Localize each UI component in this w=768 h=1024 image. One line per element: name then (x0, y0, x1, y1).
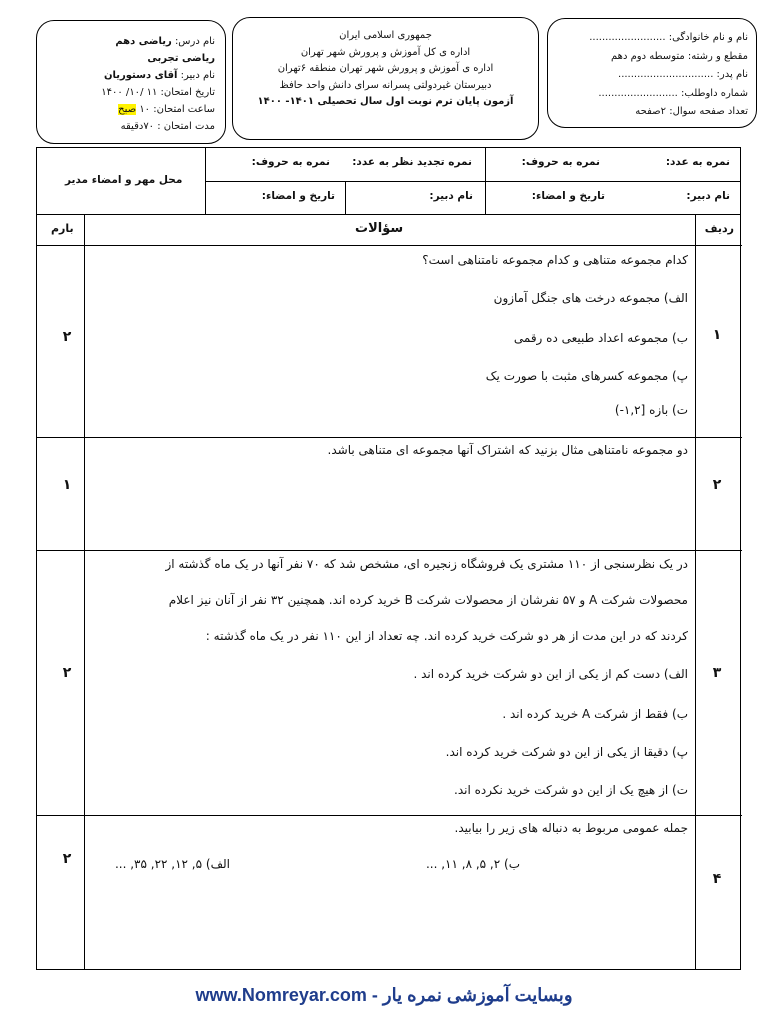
question-score: ۱ (62, 477, 72, 493)
student-info-box (547, 18, 757, 128)
score-words-label: نمره به حروف: (521, 156, 600, 168)
question-3-option-c: پ) دقیقا از یکی از این دو شرکت خرید کرده اند. (445, 745, 688, 759)
revisor-sign-label: تاریخ و امضاء: (261, 190, 335, 202)
question-score: ۲ (62, 329, 72, 345)
student-grade-field: مقطع و رشته: متوسطه دوم دهم (611, 50, 748, 62)
teacher-label: نام دبیر: (180, 70, 215, 81)
revisor-name-label: نام دبیر: (429, 190, 473, 202)
website-footer: www.Nomreyar.com - وبسایت آموزشی نمره یار (195, 985, 573, 1005)
question-number: ۳ (712, 665, 722, 681)
track-value: ریاضی تجربی (147, 53, 215, 64)
teacher-row (47, 67, 215, 84)
question-1-line-1: کدام مجموعه متناهی و کدام مجموعه نامتناهی است؟ (422, 253, 688, 267)
question-4-line-1: جمله عمومی مربوط به دنباله های زیر را بیابید. (454, 821, 688, 835)
education-office-title: اداره ی کل آموزش و پرورش شهر تهران (300, 46, 471, 58)
question-1-option-c: پ) مجموعه کسرهای مثبت با صورت یک (485, 369, 688, 383)
question-3-line-2: محصولات شرکت A و ۵۷ نفرشان از محصولات شرکت B خرید کرده اند. همچنین ۳۲ نفر از آنان نیز اعلام (168, 593, 688, 607)
question-3-option-d: ت) از هیچ یک از این دو شرکت خرید نکرده اند. (454, 783, 688, 797)
question-3-line-1: در یک نظرسنجی از ۱۱۰ مشتری یک فروشگاه زنجیره ای، مشخص شد که ۷۰ نفر آنها در یک ماه گذشته از (165, 557, 688, 571)
district-title: اداره ی آموزش و پرورش شهر تهران منطقه ۶تهران (277, 63, 494, 74)
principal-stamp-label: محل مهر و امضاء مدیر (65, 174, 183, 186)
question-3-line-3: کردند که در این مدت از هر دو شرکت خرید کرده اند. چه تعداد از این ۱۱۰ نفر در یک ماه گذشته : (205, 629, 688, 643)
exam-info-box (36, 20, 226, 144)
question-4-sequence-a: الف) ۵, ۱۲, ۲۲, ۳۵, ... (114, 857, 230, 871)
question-4-sequence-b: ب) ۲, ۵, ۸, ۱۱, ... (425, 857, 520, 871)
subject-row (47, 33, 215, 50)
time-highlight: صبح (118, 104, 137, 115)
subject-label: نام درس: (174, 36, 215, 47)
republic-title: جمهوری اسلامی ایران (339, 30, 432, 41)
teacher-sign-label: تاریخ و امضاء: (531, 190, 605, 202)
seat-number-field: شماره داوطلب: ......................... (598, 87, 748, 99)
school-name: دبیرستان غیردولتی پسرانه سرای دانش واحد حافظ (279, 79, 492, 91)
questions-table (36, 215, 741, 970)
question-1-option-a: الف) مجموعه درخت های جنگل آمازون (493, 291, 688, 305)
question-number: ۲ (712, 477, 722, 493)
teacher-name-label: نام دبیر: (686, 190, 730, 202)
father-name-field: نام پدر: .............................. (618, 69, 748, 80)
time-row (47, 101, 215, 118)
questions-header: سؤالات (355, 221, 404, 236)
revised-words-label: نمره به حروف: (251, 156, 330, 168)
question-score: ۲ (62, 851, 72, 867)
question-1-option-d: ت) بازه [۱,۲-) (614, 403, 688, 417)
subject-value: ریاضی دهم (115, 36, 172, 47)
page-count-field: تعداد صفحه سوال: ۲صفحه (635, 106, 748, 117)
question-3-option-b: ب) فقط از شرکت A خرید کرده اند . (502, 707, 688, 721)
question-score: ۲ (62, 665, 72, 681)
student-name-field: نام و نام خانوادگی: ........................ (589, 32, 748, 43)
score-number-label: نمره به عدد: (665, 156, 730, 168)
teacher-value: آقای دستوریان (103, 70, 178, 81)
exam-duration: مدت امتحان : ۷۰دقیقه (120, 121, 215, 132)
question-2-line-1: دو مجموعه نامتناهی مثال بزنید که اشتراک آنها مجموعه ای متناهی باشد. (327, 443, 688, 457)
grades-table (36, 147, 741, 215)
revised-score-label: نمره تجدید نظر به عدد: (352, 156, 472, 168)
exam-title: آزمون پایان ترم نوبت اول سال تحصیلی ۱۴۰۱- ۱۴۰۰ (257, 96, 514, 107)
question-1-option-b: ب) مجموعه اعداد طبیعی ده رقمی (513, 331, 688, 345)
exam-time: ساعت امتحان: ۱۰ (139, 104, 215, 115)
score-header: بارم (51, 222, 74, 235)
school-header-box (232, 17, 539, 140)
row-header: ردیف (704, 222, 734, 235)
question-3-option-a: الف) دست کم از یکی از این دو شرکت خرید کرده اند . (413, 667, 688, 681)
question-number: ۱ (712, 327, 722, 343)
exam-date: تاریخ امتحان: ۱۱ /۱۰/ ۱۴۰۰ (101, 87, 215, 98)
question-number: ۴ (712, 871, 722, 887)
